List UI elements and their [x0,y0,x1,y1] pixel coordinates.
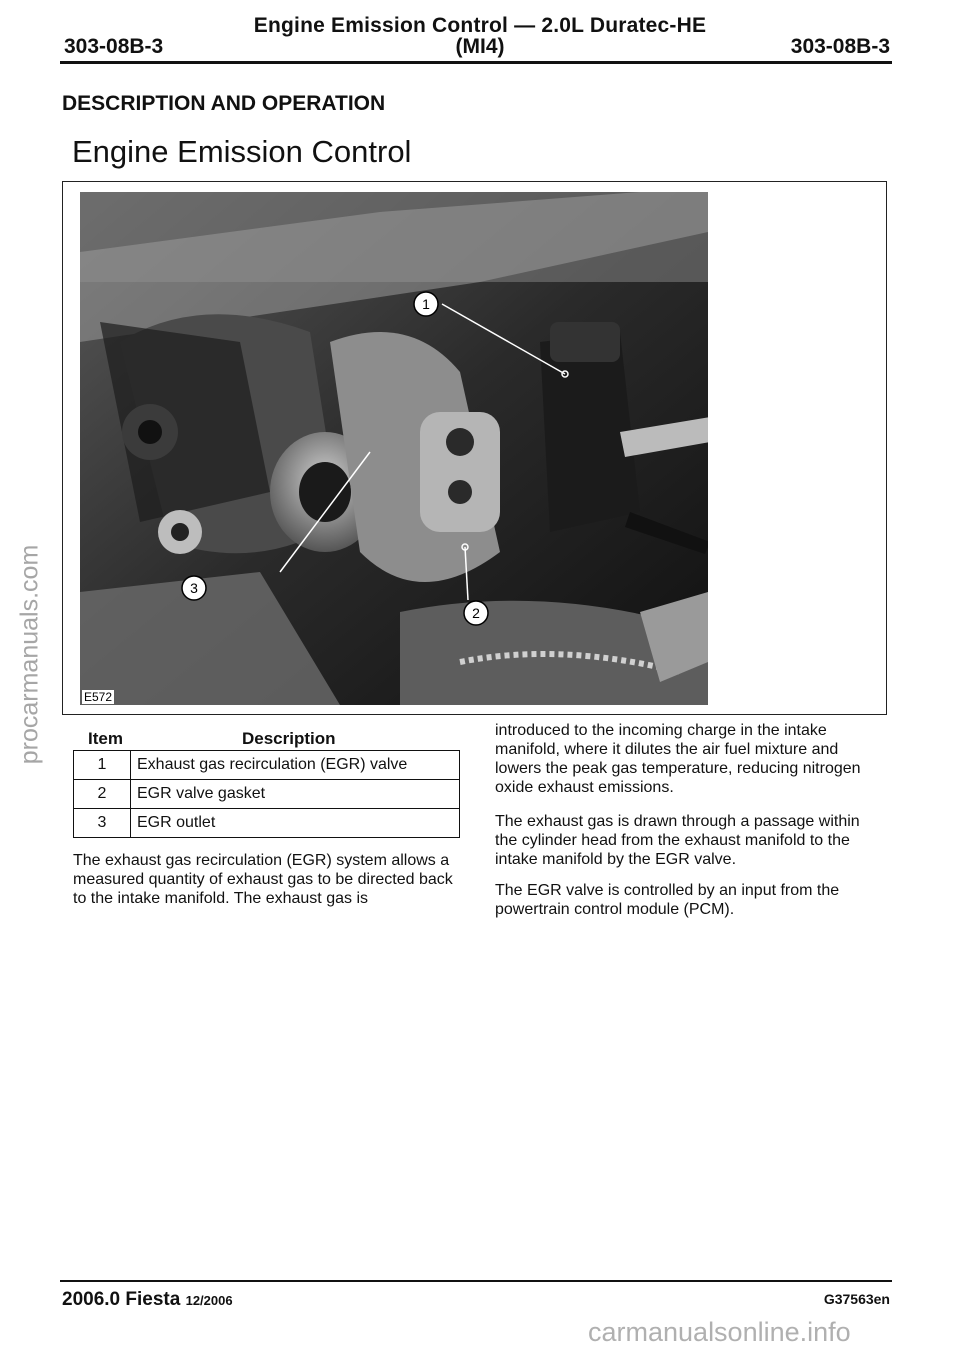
paragraph-egr-continued: introduced to the incoming charge in the intake manifold, where it dilutes the air fuel mixture and lowers the peak gas temperature, reducing nitrogen oxide exhaust emissions. [495,722,861,796]
engine-photo [80,192,708,705]
side-watermark: procarmanuals.com [15,544,44,765]
paragraph-egr-control: The EGR valve is controlled by an input from the powertrain control module (PCM). [495,882,840,918]
item-number: 1 [74,751,131,780]
page-title: Engine Emission Control [72,134,412,169]
footer-date: 12/2006 [185,1293,233,1308]
svg-text:1: 1 [422,296,430,312]
item-number: 2 [74,780,131,809]
footer-doc-code: G37563en [823,1291,890,1307]
svg-text:3: 3 [190,580,198,596]
item-description: Exhaust gas recirculation (EGR) valve [131,751,460,780]
header-title: Engine Emission Control — 2.0L Duratec-HE [253,14,707,37]
table-header-item: Item [88,729,123,748]
table-row [74,751,460,780]
items-table [73,750,460,838]
paragraph-egr-intro: The exhaust gas recirculation (EGR) system allows a measured quantity of exhaust gas to be directed back to the intake manifold. The exhaust gas is [73,852,453,907]
bottom-watermark: carmanualsonline.info [588,1317,851,1347]
header-code-left: 303-08B-3 [64,35,164,58]
table-row [74,809,460,838]
header-code-right: 303-08B-3 [790,35,890,58]
header-subtitle: (MI4) [455,35,505,58]
item-description: EGR outlet [131,809,460,838]
callout-2 [464,601,488,625]
table-header-description: Description [242,729,336,748]
footer-model-name: 2006.0 Fiesta [62,1289,181,1310]
header-rule [60,61,892,64]
callout-1 [414,292,438,316]
figure-id-label: E572 [84,690,113,704]
engine-illustration [80,192,708,705]
paragraph-egr-passage: The exhaust gas is drawn through a passage within the cylinder head from the exhaust manifold to the intake manifold by the EGR valve. [495,813,860,868]
footer-rule [60,1280,892,1282]
footer-model [62,1289,233,1311]
item-description: EGR valve gasket [131,780,460,809]
table-row [74,780,460,809]
svg-text:2: 2 [472,605,480,621]
section-heading: DESCRIPTION AND OPERATION [62,92,386,115]
item-number: 3 [74,809,131,838]
callout-3 [182,576,206,600]
